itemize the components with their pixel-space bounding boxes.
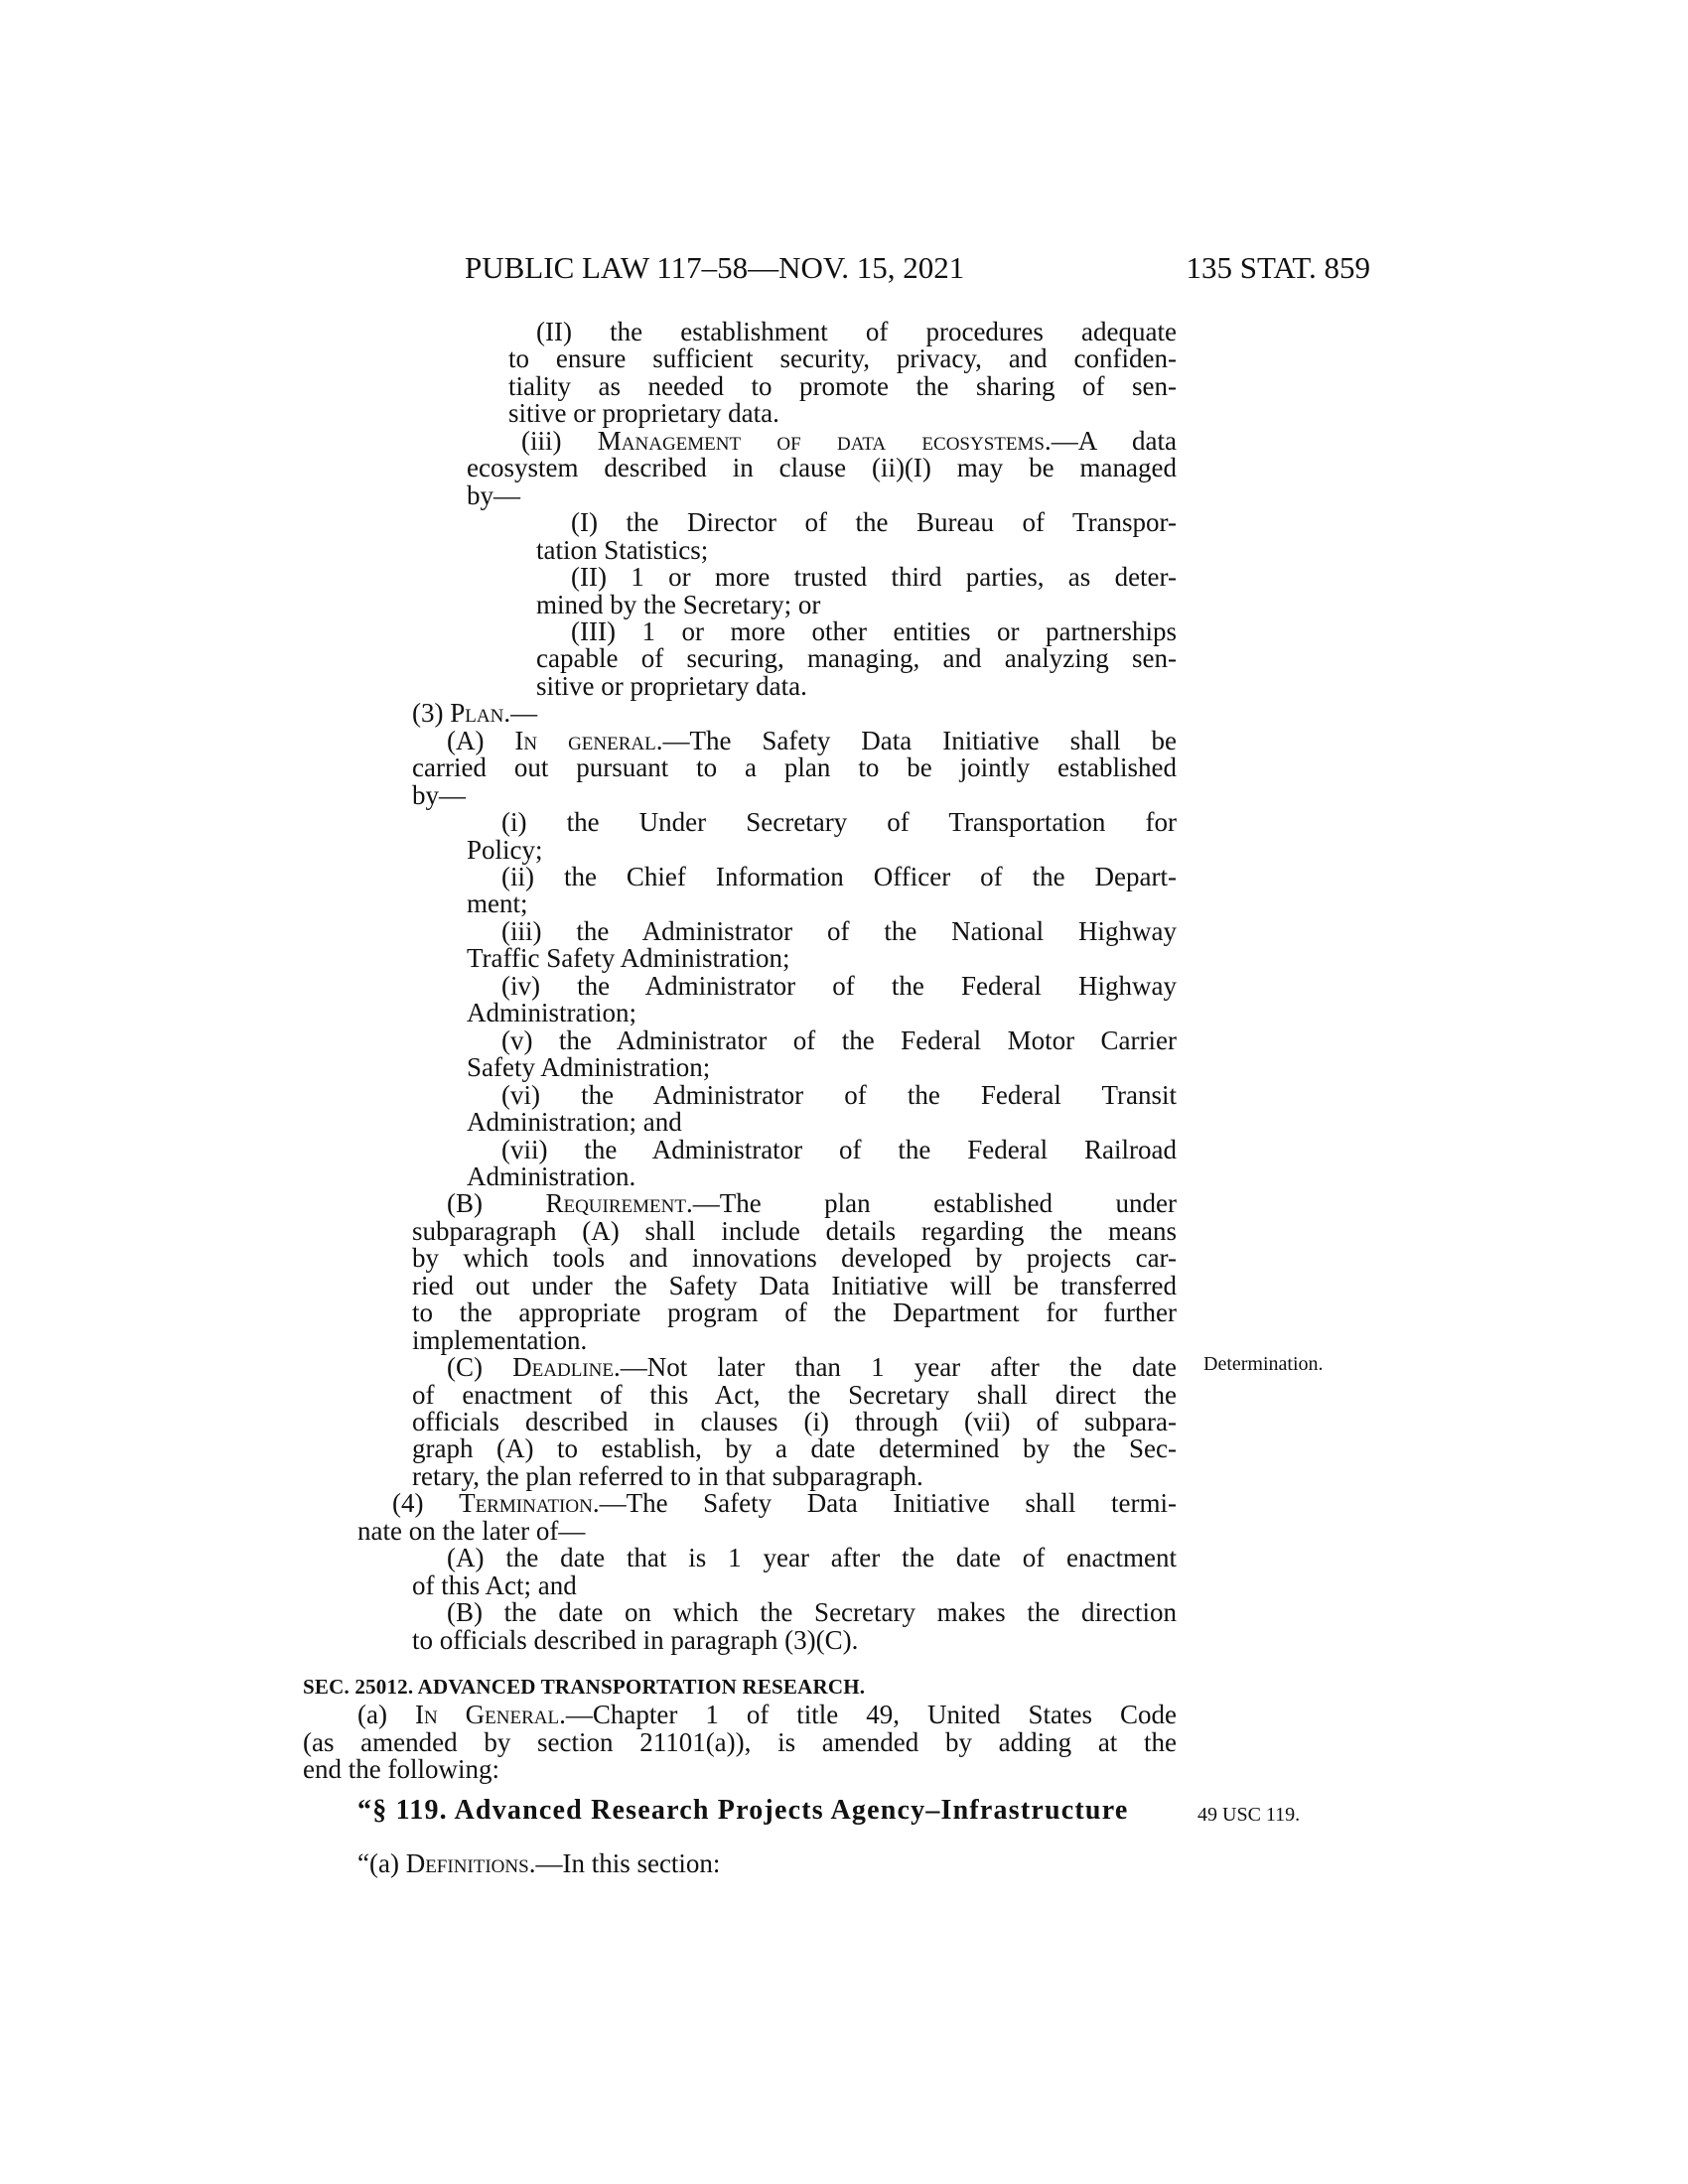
text-line: (ii) the Chief Information Officer of the Depart- [501,862,1177,891]
text-line: Policy; [467,834,543,865]
text-line: (A) In general.—The Safety Data Initiative shall be [447,725,1178,755]
text-line: implementation. [412,1324,588,1355]
running-header [465,248,1370,288]
text-line: by— [467,479,520,510]
text-line: Traffic Safety Administration; [467,943,790,974]
margin-note-determination: Determination. [1203,1353,1324,1375]
text-line: (III) 1 or more other entities or partnerships [571,615,1177,646]
text-line: ried out under the Safety Data Initiative will be transferred [412,1270,1177,1300]
text-line: subparagraph (A) shall include details regarding the means [412,1215,1177,1246]
text-line: capable of securing, managing, and analyzing sen- [536,643,1177,674]
text-line: to ensure sufficient security, privacy, and confiden- [508,343,1177,374]
text-line: tiality as needed to promote the sharing of sen- [508,370,1177,401]
text-line: (iii) Management of data ecosystems.—A data [521,425,1177,456]
text-line: Safety Administration; [467,1052,711,1083]
text-line: (iii) the Administrator of the National Highway [501,915,1177,946]
text-line: (v) the Administrator of the Federal Motor Carrier [501,1024,1177,1055]
text-line: (4) Termination.—The Safety Data Initiative shall termi- [392,1488,1178,1519]
text-line: graph (A) to establish, by a date determined by the Sec- [412,1433,1177,1464]
text-line: carried out pursuant to a plan to be jointly established [412,752,1177,783]
text-line: (3) Plan.— [412,698,538,729]
text-line: (B) Requirement.—The plan established under [447,1188,1177,1219]
text-line: officials described in clauses (i) through (vii) of subpara- [412,1407,1177,1436]
text-line: (I) the Director of the Bureau of Transpor- [571,507,1177,538]
text-line: (II) 1 or more trusted third parties, as deter- [571,562,1177,593]
text-line: nate on the later of— [357,1515,586,1546]
text-line: to the appropriate program of the Department for further [412,1297,1177,1328]
text-line: of enactment of this Act, the Secretary shall direct the [412,1379,1177,1410]
text-line: by which tools and innovations developed by projects car- [412,1243,1177,1274]
text-line: Administration; [467,998,636,1028]
text-line: (i) the Under Secretary of Transportation for [501,807,1177,838]
public-law-citation: PUBLIC LAW 117–58—NOV. 15, 2021 [465,250,965,285]
text-line: mined by the Secretary; or [536,589,821,619]
text-line: Administration; and [467,1107,682,1138]
text-line: (II) the establishment of procedures adequate [536,317,1177,346]
text-line: (vi) the Administrator of the Federal Transit [501,1079,1177,1110]
text-line: ment; [467,888,528,919]
margin-note-usc: 49 USC 119. [1197,1804,1301,1826]
text-line: (B) the date on which the Secretary makes the direction [447,1597,1177,1628]
text-line: ecosystem described in clause (ii)(I) may be managed [467,453,1177,483]
text-line: by— [412,779,466,810]
text-line: (A) the date that is 1 year after the date of enactment [447,1543,1177,1573]
text-line: sitive or proprietary data. [536,670,807,701]
text-line: (a) In General.—Chapter 1 of title 49, United States Code [357,1700,1177,1729]
text-line: retary, the plan referred to in that subparagraph. [412,1460,923,1491]
definitions-subsection: “(a) Definitions.—In this section: [357,1848,721,1878]
text-line: to officials described in paragraph (3)(C). [412,1624,859,1655]
text-line: (as amended by section 21101(a)), is amended by adding at the [303,1726,1177,1757]
text-line: (C) Deadline.—Not later than 1 year after the date [447,1352,1177,1383]
statute-page-number: 135 STAT. 859 [1186,250,1370,285]
text-line: Administration. [467,1160,636,1191]
text-line: end the following: [303,1754,499,1784]
text-line: tation Statistics; [536,534,709,565]
section-heading: SEC. 25012. ADVANCED TRANSPORTATION RESEARCH. [303,1675,866,1699]
text-line: (vii) the Administrator of the Federal Railroad [501,1134,1177,1164]
code-section-title: “§ 119. Advanced Research Projects Agency–Infrastructure [357,1795,1129,1826]
text-line: (iv) the Administrator of the Federal Highway [501,970,1177,1001]
text-line: sitive or proprietary data. [508,398,779,429]
text-line: of this Act; and [412,1570,577,1600]
